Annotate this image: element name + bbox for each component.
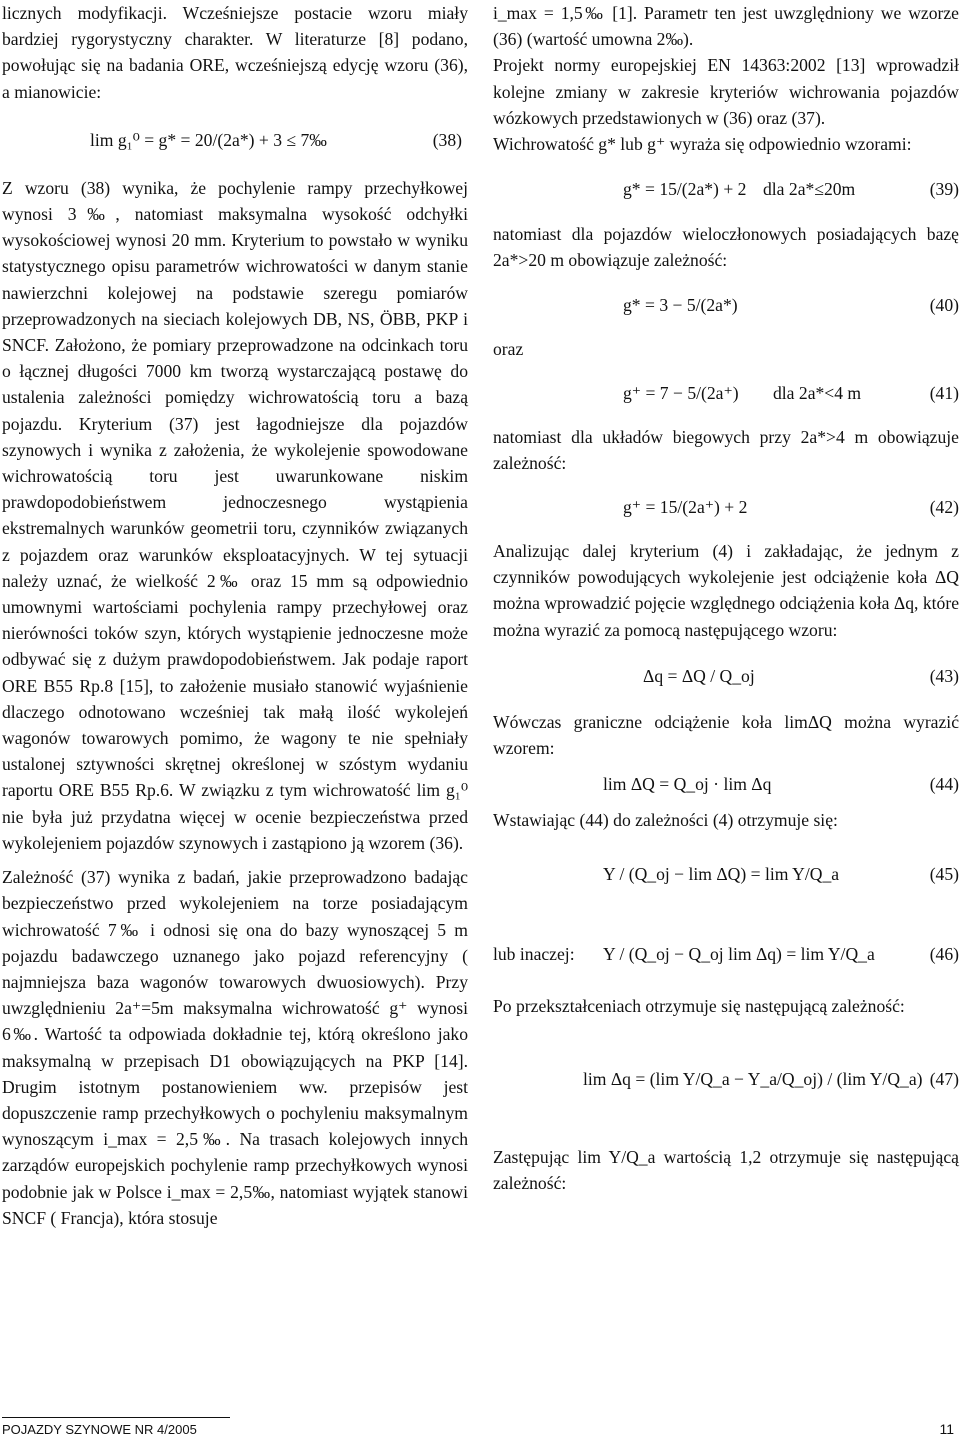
connector-oraz: oraz bbox=[493, 338, 524, 359]
equation-number: (43) bbox=[929, 665, 959, 686]
equation-number: (44) bbox=[929, 774, 959, 795]
equation-formula: Y / (Q_oj − Q_oj lim Δq) = lim Y/Q_a bbox=[603, 944, 875, 965]
equation-condition: dla 2a*<4 m bbox=[773, 382, 862, 403]
equation-41 bbox=[493, 362, 959, 424]
paragraph: Z wzoru (38) wynika, że pochylenie rampy przechyłkowej wynosi 3‰, natomiast maksymalna wysokość odchyłki wysokościowej wynosi 20 mm. Kryterium to powstało w wyniku statystycznego opisu parametrów wichrowatości w danym stanie nawierzchni kolejowej na podstawie szeregu pomiarów przeprowadzonych na sieciach kolejowych DB, NS, ÖBB, PKP i SNCF. Założono, że pomiary przeprowadzone na odcinkach toru o łącznej długości 7000 km tworzą wystarczającą postawę do ustalenia zależności pomiędzy wichrowatością toru a bazą pojazdu. Kryterium (37) jest łagodniejsze dla pojazdów szynowych i wynika z założenia, że wykolejenie spowodowane wichrowatością toru jest uwarunkowane niskim prawdopodobieństwem jednoczesnego wystąpienia ekstremalnych warunków geometrii toru, czynników związanych z pojazdem oraz warunków eksploatacyjnych. W tej sytuacji należy uznać, że wielkość 2‰ oraz 15 mm są odpowiednio umownymi wartościami pochylenia rampy przechyłowej oraz nierówności toków szyn, których wystąpienie jednoczesne może odbywać się z dużym prawdopodobieństwem. Jak podaje raport ORE B55 Rp.8 [15], to założenie musiało stanowić wyjaśnienie dlaczego odnotowano wcześniej tak małą ilość wykolejeń wagonów towarowych pomimo, że wagony te nie spełniały ustalonej sztywności skrętnej określonej w szóstym wydaniu raportu ORE B55 Rp.6. W związku z tym wichrowatość lim g₁⁰ nie była już przydatna więcej w ocenie bezpieczeństwa przed wykolejeniem pojazdów szynowych i zastąpiono ją wzorem (36). bbox=[2, 177, 468, 853]
equation-number: (47) bbox=[929, 1068, 959, 1089]
equation-formula: lim Δq = (lim Y/Q_a − Y_a/Q_oj) / (lim Y/Q_a) bbox=[583, 1068, 923, 1089]
paragraph: Wstawiając (44) do zależności (4) otrzymuje się: bbox=[493, 810, 838, 831]
paragraph: Wichrowatość g* lub g⁺ wyraża się odpowiednio wzorami: bbox=[493, 134, 912, 155]
equation-formula: lim g₁⁰ = g* = 20/(2a*) + 3 ≤ 7‰ bbox=[90, 129, 327, 150]
equation-43 bbox=[493, 643, 959, 709]
equation-formula: g* = 3 − 5/(2a*) bbox=[623, 294, 738, 315]
paragraph: licznych modyfikacji. Wcześniejsze postacie wzoru miały bardziej rygorystyczny charakter. W literaturze [8] podano, powołując się na badania ORE, wcześniejszą edycję wzoru (36), a mianowicie: bbox=[2, 3, 468, 102]
equation-39 bbox=[493, 157, 959, 221]
equation-condition: dla 2a*≤20m bbox=[763, 179, 856, 200]
equation-number: (40) bbox=[929, 294, 959, 315]
page-number: 11 bbox=[939, 1421, 954, 1437]
paragraph: i_max = 1,5‰ [1]. Parametr ten jest uwzględniony we wzorze (36) (wartość umowna 2‰). bbox=[493, 3, 959, 50]
right-column bbox=[493, 0, 959, 1196]
paragraph: Analizując dalej kryterium (4) i zakładając, że jednym z czynników powodujących wykolejenie jest odciążenie koła ΔQ można wprowadzić pojęcie względnego odciążenia koła Δq, które można wyrazić za pomocą następującego wzoru: bbox=[493, 541, 959, 640]
equation-formula: g⁺ = 15/(2a⁺) + 2 bbox=[623, 496, 748, 517]
paragraph: Projekt normy europejskiej EN 14363:2002 [13] wprowadził kolejne zmiany w zakresie kryteriów wichrowania pojazdów wózkowych przedstawionych w (36) oraz (37). bbox=[493, 55, 959, 128]
journal-footer: POJAZDY SZYNOWE NR 4/2005 bbox=[2, 1417, 230, 1437]
equation-formula: g* = 15/(2a*) + 2 bbox=[623, 179, 747, 200]
equation-formula: Y / (Q_oj − lim ΔQ) = lim Y/Q_a bbox=[603, 864, 840, 885]
paragraph: Zastępując lim Y/Q_a wartością 1,2 otrzymuje się następującą zależność: bbox=[493, 1146, 959, 1193]
equation-lead-text: lub inaczej: bbox=[493, 944, 575, 965]
equation-42 bbox=[493, 476, 959, 538]
equation-number: (41) bbox=[929, 382, 959, 403]
equation-number: (42) bbox=[929, 496, 959, 517]
equation-47 bbox=[493, 1020, 959, 1138]
equation-number: (46) bbox=[929, 944, 959, 965]
paragraph: Wówczas graniczne odciążenie koła limΔQ można wyrazić wzorem: bbox=[493, 711, 959, 759]
equation-38 bbox=[2, 105, 468, 175]
equation-number: (38) bbox=[432, 129, 462, 150]
equation-number: (39) bbox=[929, 179, 959, 200]
equation-formula: Δq = ΔQ / Q_oj bbox=[643, 665, 755, 686]
paragraph: Zależność (37) wynika z badań, jakie przeprowadzono badając bezpieczeństwo przed wykolejeniem na torze posiadającym wichrowatość 7‰ i odnosi się ona do bazy wynoszącej 5 m pojazdu badawczego uznanego jako pojazd referencyjny ( najmniejsza baza wagonów towarowych dwuosiowych). Przy uwzględnieniu 2a⁺=5m maksymalna wichrowatość g⁺ wynosi 6‰. Wartość ta odpowiada dokładnie tej, którą określono jako maksymalną w przepisach D1 obowiązujących na PKP [14]. Drugim istotnym postanowieniem ww. przepisów jest dopuszczenie ramp przechyłkowych o pochyleniu maksymalnym wynoszącym i_max = 2,5‰. Na trasach kolejowych innych zarządów europejskich pochylenie ramp przechyłkowych wynosi podobnie jak w Polsce i_max = 2,5‰, natomiast wyjątek stanowi SNCF ( Francja), która stosuje bbox=[2, 867, 468, 1228]
paragraph: Po przekształceniach otrzymuje się następującą zależność: bbox=[493, 996, 905, 1017]
equation-number: (45) bbox=[929, 864, 959, 885]
equation-44 bbox=[493, 761, 959, 807]
paragraph: natomiast dla pojazdów wieloczłonowych posiadających bazę 2a*>20 m obowiązuje zależność: bbox=[493, 224, 959, 271]
equation-formula: lim ΔQ = Q_oj · lim Δq bbox=[603, 774, 772, 795]
left-column bbox=[2, 0, 468, 1231]
equation-40 bbox=[493, 274, 959, 336]
equation-45 bbox=[493, 833, 959, 915]
paragraph: natomiast dla układów biegowych przy 2a*>4 m obowiązuje zależność: bbox=[493, 426, 959, 473]
equation-formula: g⁺ = 7 − 5/(2a⁺) bbox=[623, 382, 739, 403]
equation-46 bbox=[493, 915, 959, 993]
